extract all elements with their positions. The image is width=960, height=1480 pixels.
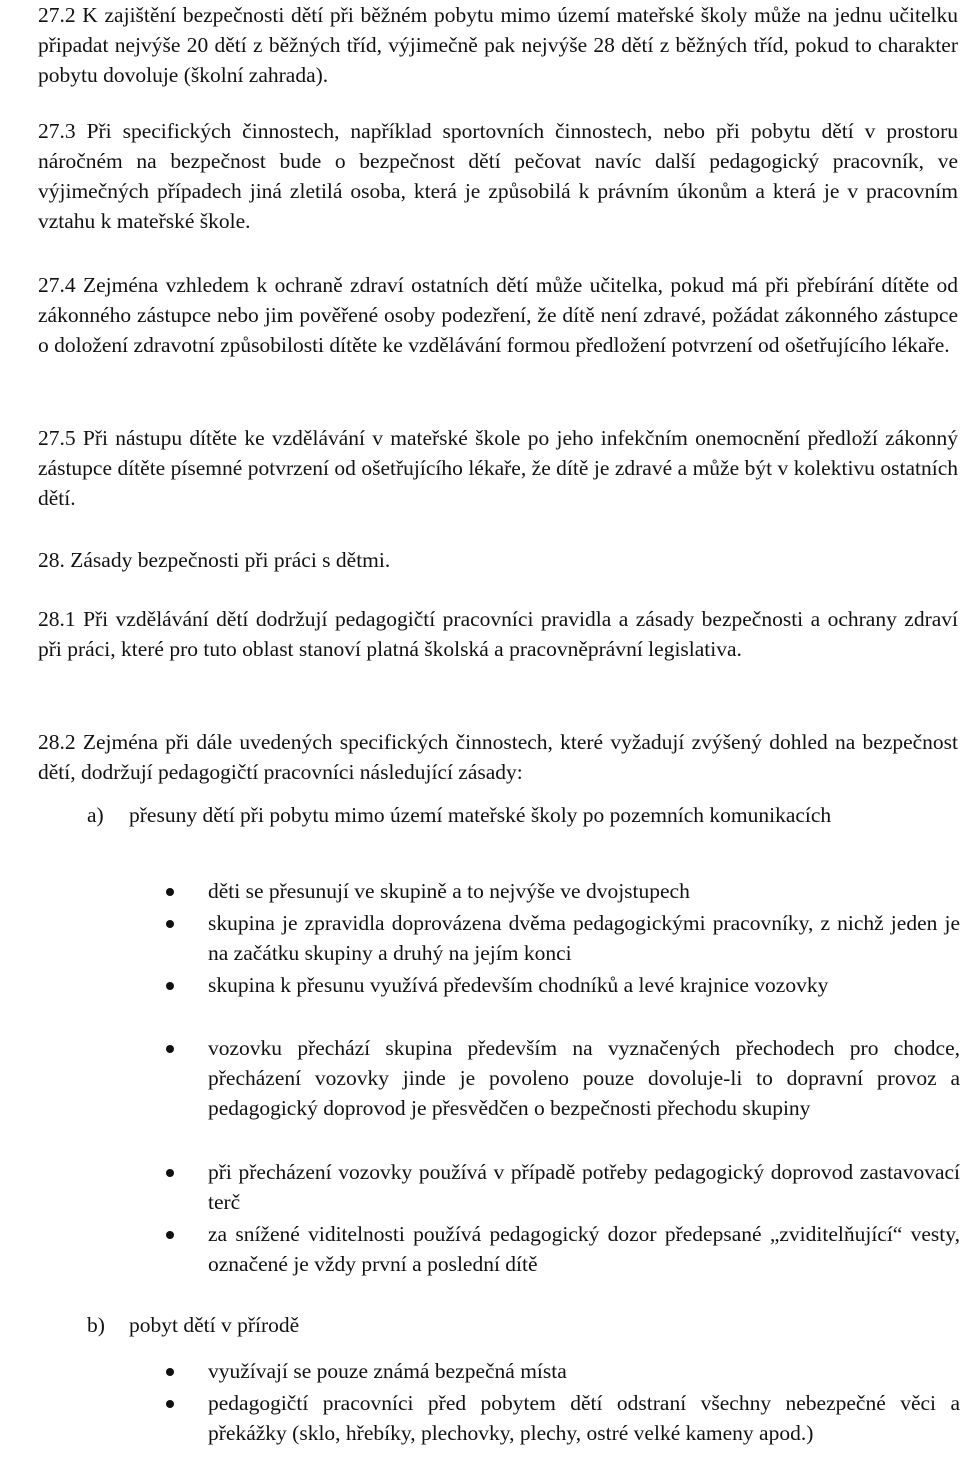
paragraph-27-2: 27.2 K zajištění bezpečnosti dětí při běžném pobytu mimo území mateřské školy může na jednu učitelku připadat nejvýše 20 dětí z běžných tříd, výjimečně pak nejvýše 28 dětí z běžných tříd, pokud to charakter pobytu dovoluje (školní zahrada). [38,3,958,87]
list-item [166,1033,960,1157]
list-item [166,1388,960,1480]
list-item-b [87,1310,960,1342]
list-item [166,1356,960,1388]
bullet-text: děti se přesunují ve skupině a to nejvýše ve dvojstupech [208,879,690,903]
bullet-text: skupina k přesunu využívá především chodníků a levé krajnice vozovky [208,973,829,997]
bullet-icon [166,1045,174,1053]
paragraph-28-2: 28.2 Zejména při dále uvedených specifických činnostech, které vyžadují zvýšený dohled na bezpečnost dětí, dodržují pedagogičtí pracovníci následující zásady: [38,730,958,784]
list-item [166,876,960,908]
bullet-icon [166,1231,174,1239]
paragraph-28-1: 28.1 Při vzdělávání dětí dodržují pedagogičtí pracovníci pravidla a zásady bezpečnosti a ochrany zdraví při práci, které pro tuto oblast stanoví platná školská a pracovněprávní legislativa. [38,607,958,661]
bullet-icon [166,1169,174,1177]
bullet-icon [166,920,174,928]
bullet-icon [166,1368,174,1376]
section-heading-28: 28. Zásady bezpečnosti při práci s dětmi. [38,548,391,572]
bullet-icon [166,1400,174,1408]
list-item [166,1157,960,1219]
bullet-icon [166,888,174,896]
list-item [166,1219,960,1281]
bullet-text: vozovku přechází skupina především na vyznačených přechodech pro chodce, přecházení vozovky jinde je povoleno pouze dovoluje-li to dopravní provoz a pedagogický doprovod je přesvědčen o bezpečnosti přechodu skupiny [208,1036,960,1120]
bullet-text: pedagogičtí pracovníci před pobytem dětí odstraní všechny nebezpečné věci a překážky (sklo, hřebíky, plechovky, plechy, ostré velké kameny apod.) [208,1391,960,1445]
paragraph-27-5: 27.5 Při nástupu dítěte ke vzdělávání v mateřské škole po jeho infekčním onemocnění předloží zákonný zástupce dítěte písemné potvrzení od ošetřujícího lékaře, že dítě je zdravé a může být v kolektivu ostatních dětí. [38,426,958,510]
list-marker-a: a) [87,803,104,827]
list-item [166,970,960,1032]
list-item-a [87,800,960,862]
paragraph-27-3: 27.3 Při specifických činnostech, například sportovních činnostech, nebo při pobytu dětí v prostoru náročném na bezpečnost bude o bezpečnost dětí pečovat navíc další pedagogický pracovník, ve výjimečných případech jiná zletilá osoba, která je způsobilá k právním úkonům a která je v pracovním vztahu k mateřské škole. [38,119,958,233]
list-item-a-text: přesuny dětí při pobytu mimo území mateřské školy po pozemních komunikacích [129,803,832,827]
list-marker-b: b) [87,1313,105,1337]
bullet-icon [166,982,174,990]
list-item [166,908,960,970]
bullet-text: při přecházení vozovky používá v případě potřeby pedagogický doprovod zastavovací terč [208,1160,960,1214]
paragraph-27-4: 27.4 Zejména vzhledem k ochraně zdraví ostatních dětí může učitelka, pokud má při přebírání dítěte od zákonného zástupce nebo jim pověřené osoby podezření, že dítě není zdravé, požádat zákonného zástupce o doložení zdravotní způsobilosti dítěte ke vzdělávání formou předložení potvrzení od ošetřujícího lékaře. [38,273,958,357]
list-item-b-text: pobyt dětí v přírodě [129,1313,300,1337]
bullet-text: za snížené viditelnosti používá pedagogický dozor předepsané „zviditelňující“ vesty, označené je vždy první a poslední dítě [208,1222,960,1276]
bullet-text: skupina je zpravidla doprovázena dvěma pedagogickými pracovníky, z nichž jeden je na začátku skupiny a druhý na jejím konci [208,911,960,965]
bullet-text: využívají se pouze známá bezpečná místa [208,1359,567,1383]
